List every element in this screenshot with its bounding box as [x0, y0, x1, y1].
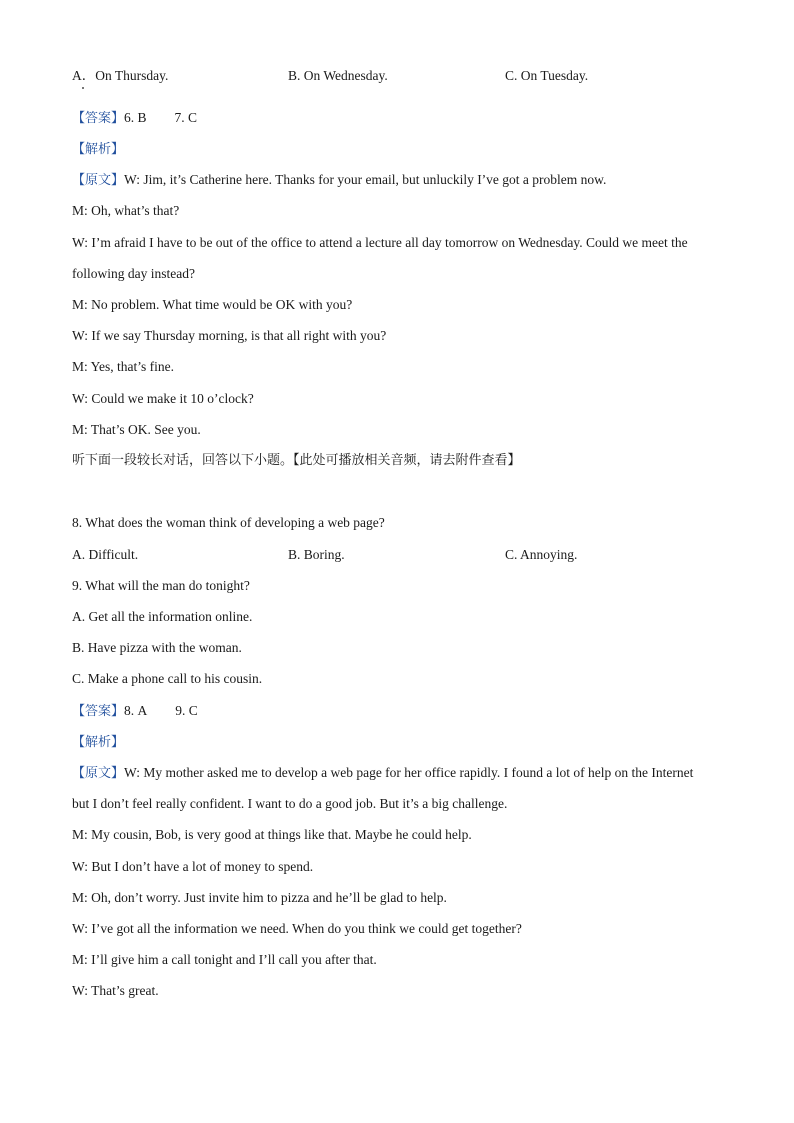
q7-option-c: C. On Tuesday. — [505, 68, 589, 83]
transcript-2-line-7: M: I’ll give him a call tonight and I’ll call you after that. — [72, 952, 377, 967]
q7-options — [72, 67, 752, 85]
transcript-1-line-2: M: Oh, what’s that? — [72, 203, 180, 218]
transcript-tag: 【原文】 — [72, 173, 125, 188]
transcript-1-line-4: following day instead? — [72, 266, 195, 281]
q9-option-c: C. Make a phone call to his cousin. — [72, 671, 263, 686]
transcript-1-line-1 — [72, 171, 606, 190]
answer-q7: 7. C — [174, 110, 198, 125]
q9-question: 9. What will the man do tonight? — [72, 578, 250, 593]
answer-tag: 【答案】 — [72, 111, 125, 126]
transcript-2-line-8: W: That’s great. — [72, 983, 159, 998]
q9-option-a: A. Get all the information online. — [72, 609, 253, 624]
answer-2 — [72, 702, 198, 721]
section-instruction: 听下面一段较长对话，回答以下小题。【此处可播放相关音频，请去附件查看】 — [72, 453, 521, 468]
q8-option-c: C. Annoying. — [505, 547, 578, 562]
stray-dot — [82, 87, 84, 89]
transcript-2-line-4: W: But I don’t have a lot of money to spend. — [72, 859, 314, 874]
answer-q6: 6. B — [124, 110, 147, 125]
q7-option-b: B. On Wednesday. — [288, 68, 388, 83]
answer-q8: 8. A — [124, 703, 148, 718]
answer-q9: 9. C — [175, 703, 198, 718]
q8-option-a: A. Difficult. — [72, 547, 139, 562]
transcript-tag: 【原文】 — [72, 766, 125, 781]
q8-question: 8. What does the woman think of developing a web page? — [72, 515, 385, 530]
q7-option-a: A．On Thursday. — [72, 68, 169, 83]
transcript-2-line-1 — [72, 764, 693, 783]
transcript-1-line-3: W: I’m afraid I have to be out of the office to attend a lecture all day tomorrow on Wednesday. Could we meet the — [72, 235, 688, 250]
answer-1 — [72, 109, 197, 128]
transcript-1-line-7: M: Yes, that’s fine. — [72, 359, 175, 374]
analysis-2 — [72, 733, 124, 752]
transcript-text: W: My mother asked me to develop a web page for her office rapidly. I found a lot of help on the Internet — [124, 765, 694, 780]
transcript-1-line-8: W: Could we make it 10 o’clock? — [72, 391, 254, 406]
analysis-tag: 【解析】 — [72, 735, 125, 750]
transcript-2-line-2: but I don’t feel really confident. I want to do a good job. But it’s a big challenge. — [72, 796, 508, 811]
q9-option-b: B. Have pizza with the woman. — [72, 640, 242, 655]
q8-option-b: B. Boring. — [288, 547, 345, 562]
transcript-1-line-6: W: If we say Thursday morning, is that all right with you? — [72, 328, 387, 343]
transcript-2-line-6: W: I’ve got all the information we need. When do you think we could get together? — [72, 921, 522, 936]
analysis-tag: 【解析】 — [72, 142, 125, 157]
transcript-text: W: Jim, it’s Catherine here. Thanks for your email, but unluckily I’ve got a problem now. — [124, 172, 607, 187]
analysis-1 — [72, 140, 124, 159]
transcript-2-line-5: M: Oh, don’t worry. Just invite him to pizza and he’ll be glad to help. — [72, 890, 447, 905]
transcript-1-line-5: M: No problem. What time would be OK with you? — [72, 297, 353, 312]
transcript-2-line-3: M: My cousin, Bob, is very good at things like that. Maybe he could help. — [72, 827, 472, 842]
q8-options — [72, 546, 752, 564]
answer-tag: 【答案】 — [72, 704, 125, 719]
transcript-1-line-9: M: That’s OK. See you. — [72, 422, 201, 437]
